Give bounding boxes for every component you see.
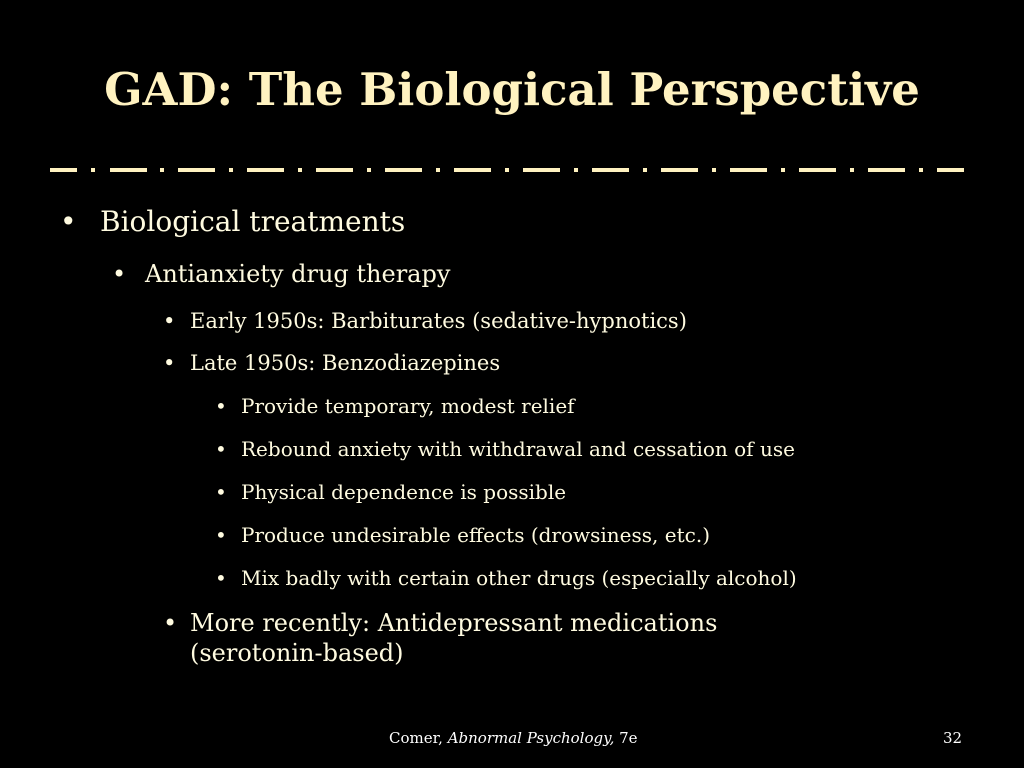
bullet-dot-icon: • xyxy=(163,351,176,375)
footer-author: Comer, xyxy=(389,729,443,747)
bullet-early-1950s xyxy=(163,308,1003,334)
bullet-dot-icon: • xyxy=(215,523,227,547)
bullet-text: Rebound anxiety with withdrawal and cessation of use xyxy=(241,437,795,461)
bullet-biological-treatments xyxy=(60,204,960,239)
bullet-text: Late 1950s: Benzodiazepines xyxy=(190,351,501,375)
bullet-undesirable-effects xyxy=(215,523,1015,548)
bullet-antidepressants xyxy=(163,608,983,668)
slide-title: GAD: The Biological Perspective xyxy=(104,63,920,116)
page-number: 32 xyxy=(943,729,963,747)
bullet-text: Mix badly with certain other drugs (especially alcohol) xyxy=(241,566,797,590)
bullet-dot-icon: • xyxy=(215,566,227,590)
bullet-dot-icon: • xyxy=(215,437,227,461)
bullet-late-1950s xyxy=(163,350,1003,376)
bullet-mix-badly xyxy=(215,566,1015,591)
bullet-text: Early 1950s: Barbiturates (sedative-hypnotics) xyxy=(190,309,687,333)
bullet-text: Biological treatments xyxy=(100,205,406,238)
bullet-rebound-anxiety xyxy=(215,437,1015,462)
bullet-dot-icon: • xyxy=(163,309,176,333)
bullet-text: Provide temporary, modest relief xyxy=(241,394,575,418)
bullet-temporary-relief xyxy=(215,394,1015,419)
bullet-dot-icon: • xyxy=(215,480,227,504)
bullet-dot-icon: • xyxy=(163,609,178,637)
bullet-physical-dependence xyxy=(215,480,1015,505)
bullet-dot-icon: • xyxy=(215,394,227,418)
bullet-dot-icon: • xyxy=(112,260,127,288)
bullet-dot-icon: • xyxy=(60,205,77,238)
footer-book: Abnormal Psychology, xyxy=(447,729,615,747)
footer-credit xyxy=(389,729,638,747)
bullet-text: Physical dependence is possible xyxy=(241,480,567,504)
bullet-text-line2: (serotonin-based) xyxy=(190,639,404,667)
bullet-text: Antianxiety drug therapy xyxy=(145,260,451,288)
bullet-text: Produce undesirable effects (drowsiness, etc.) xyxy=(241,523,710,547)
bullet-text-line1: More recently: Antidepressant medications xyxy=(190,609,718,637)
title-divider xyxy=(50,160,975,180)
bullet-antianxiety-drug-therapy xyxy=(112,259,972,289)
footer-edition: 7e xyxy=(619,729,638,747)
